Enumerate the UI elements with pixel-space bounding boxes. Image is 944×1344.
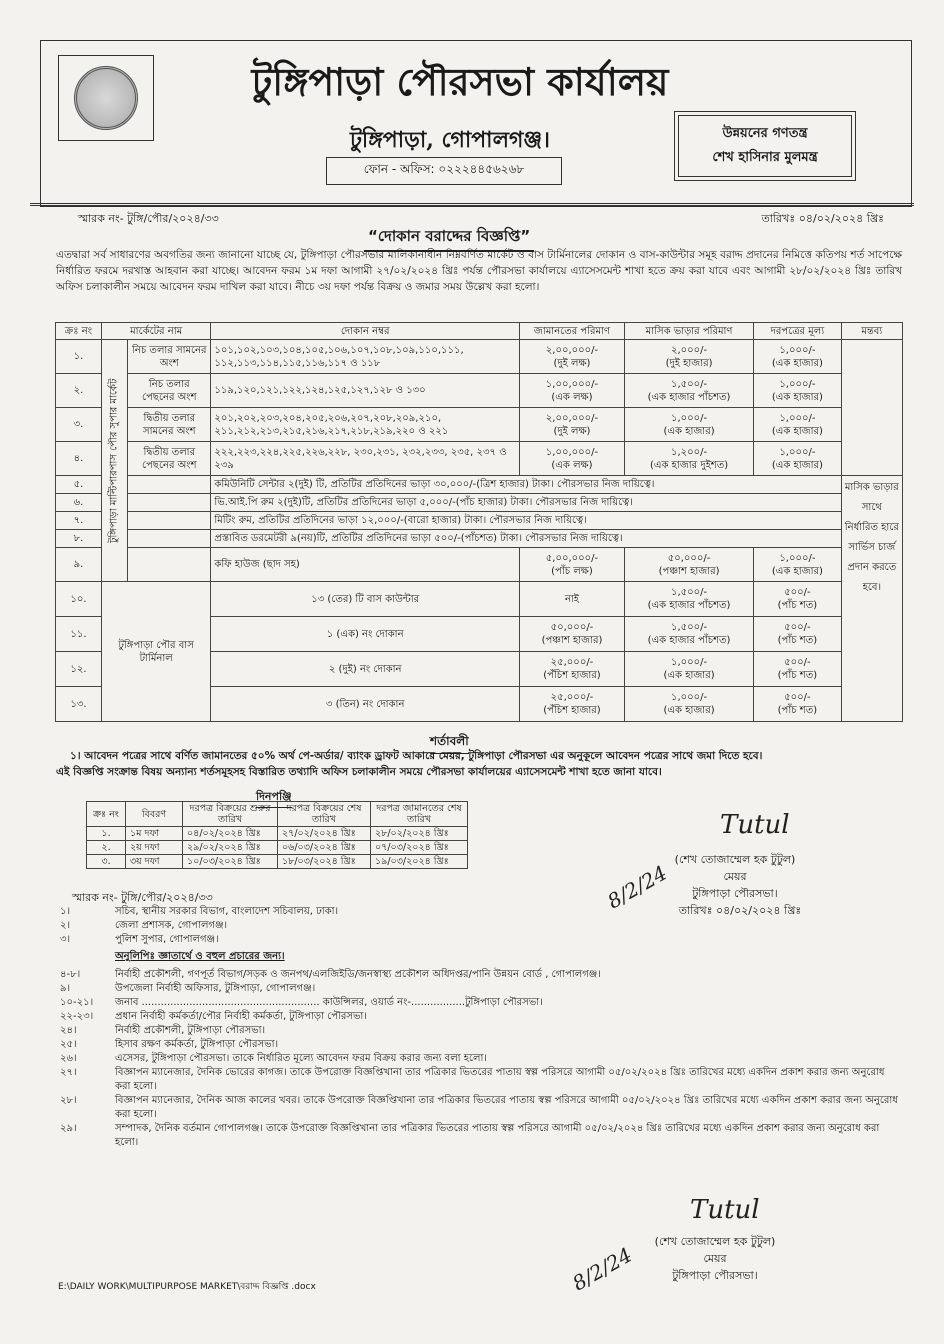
- mayor-designation-2: মেয়র: [703, 1252, 727, 1265]
- terms-title: শর্তাবলী: [430, 733, 469, 754]
- distribution-item: ২৪। নির্বাহী প্রকৌশলী, টুঙ্গিপাড়া পৌরসভা।: [60, 1025, 266, 1036]
- row-rent: ১,৫০০/- (এক হাজার পাঁচশত): [625, 374, 754, 408]
- copy-memo-ref: স্মারক নং- টুঙ্গি/পৌর/২০২৪/৩৩: [72, 891, 213, 904]
- sched-col-no: ক্রঃ নং: [87, 802, 126, 827]
- row-no: ৭.: [56, 512, 102, 530]
- notice-page: [30, 25, 914, 1325]
- table-row: [56, 442, 903, 476]
- mayor-signature-2: Tutul: [690, 1195, 760, 1225]
- row-deposit: নাই: [519, 582, 624, 617]
- table-row: [56, 582, 903, 617]
- schedule-table: [86, 801, 468, 869]
- row-rent: ১,০০০/- (এক হাজার): [625, 687, 754, 722]
- row-rent: ১,০০০/- (এক হাজার): [625, 408, 754, 442]
- row-part: নিচ তলার সামনের অংশ: [128, 340, 211, 374]
- row-part: [128, 548, 211, 582]
- distribution-item: ৩। পুলিশ সুপার, গোপালগঞ্জ।: [60, 934, 219, 945]
- row-shops: ৩ (তিন) নং দোকান: [211, 687, 520, 722]
- row-price: ১,০০০/- (এক হাজার): [754, 548, 842, 582]
- schedule-row: ২. ২য় দফা ২৯/০২/২০২৪ খ্রিঃ ০৬/০৩/২০২৪ খ্রিঃ ০৭/০৩/২০২৪ খ্রিঃ: [87, 841, 468, 855]
- row-part: [128, 512, 211, 530]
- distribution-group-1: [60, 905, 900, 947]
- schedule-title: দিনপঞ্জি: [256, 788, 292, 808]
- row-rent: ৫০,০০০/- (পঞ্চাশ হাজার): [625, 548, 754, 582]
- col-remark: মন্তব্য: [841, 323, 902, 340]
- row-rent: ১,০০০/- (এক হাজার): [625, 652, 754, 687]
- table-row: [56, 530, 903, 548]
- row-deposit: ৫,০০,০০০/- (পাঁচ লক্ষ): [519, 548, 624, 582]
- row-no: ১২.: [56, 652, 102, 687]
- row-no: ৯.: [56, 548, 102, 582]
- distribution-item: ২২-২৩। প্রধান নির্বাহী কর্মকর্তা/পৌর নির্বাহী কর্মকর্তা, টুঙ্গিপাড়া পৌরসভা।: [60, 1011, 367, 1022]
- schedule-row: ১. ১ম দফা ০৪/০২/২০২৪ খ্রিঃ ২৭/০২/২০২৪ খ্রিঃ ২৮/০২/২০২৪ খ্রিঃ: [87, 827, 468, 841]
- row-deposit: ২,০০,০০০/- (দুই লক্ষ): [519, 340, 624, 374]
- slogan-box: [678, 115, 852, 177]
- row-span-text: প্রস্তাবিত ডরমেটরী ৯(নয়)টি, প্রতিটির প্রতিদিনের ভাড়া ৫০০/-(পাঁচশত) টাকা। পৌরসভার নিজ দায়িত্বে।: [211, 530, 841, 548]
- row-shops: ২২২,২২৩,২২৪,২২৫,২২৬,২২৮, ২৩০,২৩১, ২৩২,২৩৩, ২৩৫, ২৩৭ ও ২৩৯: [211, 442, 520, 476]
- term-line-1: ১। আবেদন পত্রের সাথে বর্ণিত জামানতের ৫০% অর্থ পে-অর্ডার/ ব্যাংক ড্রাফট আকারে মেয়র, টুঙ্গিপাড়া পৌরসভা এর অনুকূলে আবেদন পত্রের সাথে জমা দিতে হবে।: [70, 750, 763, 762]
- file-path-footer: E:\DAILY WORK\MULTIPURPOSE MARKET\বরাদ্দ বিজ্ঞপ্তি .docx: [58, 1282, 316, 1292]
- distribution-item: ২৮। বিজ্ঞাপন ম্যানেজার, দৈনিক আজ কালের খবর। তাকে উপরোক্ত বিজ্ঞপ্তিখানা তার পত্রিকার ভিতরের পাতায় স্বল্প পরিসরে আগামী ০৫/০২/২০২৪ খ্রিঃ তারিখের মধ্যে একদিন প্রকাশ করার জন্য অনুরোধ করা হলো।: [60, 1095, 898, 1120]
- row-price: ৫০০/- (পাঁচ শত): [754, 617, 842, 652]
- row-price: ১,০০০/- (এক হাজার): [754, 442, 842, 476]
- office-title: টুঙ্গিপাড়া পৌরসভা কার্যালয়: [251, 59, 669, 104]
- sched-col-end: দরপত্র বিক্রয়ের শেষ তারিখ: [278, 802, 371, 827]
- initial-mark: 8/2/24: [603, 860, 672, 914]
- row-deposit: ১,০০,০০০/- (এক লক্ষ): [519, 374, 624, 408]
- distribution-group-2: [60, 968, 900, 1150]
- schedule-row: ৩. ৩য় দফা ১০/০৩/২০২৪ খ্রিঃ ১৮/০৩/২০২৪ খ্রিঃ ১৯/০৩/২০২৪ খ্রিঃ: [87, 855, 468, 869]
- row-shops: ১১৯,১২০,১২১,১২২,১২৪,১২৫,১২৭,১২৮ ও ১৩০: [211, 374, 520, 408]
- distribution-list: [60, 905, 900, 1150]
- row-part: [128, 476, 211, 494]
- row-span-text: মিটিং রুম, প্রতিটির প্রতিদিনের ভাড়া ১২,০০০/-(বারো হাজার) টাকা। পৌরসভার নিজ দায়িত্বে।: [211, 512, 841, 530]
- table-row: [56, 408, 903, 442]
- row-span-text: কমিউনিটি সেন্টার ২(দুই) টি, প্রতিটির প্রতিদিনের ভাড়া ৩০,০০০/-(ত্রিশ হাজার) টাকা। পৌরসভার নিজ দায়িত্বে।: [211, 476, 841, 494]
- row-rent: ১,৫০০/- (এক হাজার পাঁচশত): [625, 617, 754, 652]
- office-phone: ফোন - অফিস: ০২২২৪৪৫৬২৬৮: [326, 157, 562, 185]
- row-price: ৫০০/- (পাঁচ শত): [754, 582, 842, 617]
- table-row: [56, 476, 903, 494]
- mayor-office-2: টুঙ্গিপাড়া পৌরসভা।: [672, 1269, 758, 1282]
- copy-heading: অনুলিপিঃ জ্ঞাতার্থে ও বহুল প্রচারের জন্য।: [115, 951, 285, 962]
- row-no: ১১.: [56, 617, 102, 652]
- mayor-name: (শেখ তোজাম্মেল হক টুটুল): [674, 853, 796, 866]
- row-shops: কফি হাউজ (ছাদ সহ): [211, 548, 520, 582]
- mayor-signature: Tutul: [720, 810, 790, 840]
- terminal-group-label: টুঙ্গিপাড়া পৌর বাস টার্মিনাল: [101, 582, 210, 722]
- row-part: [128, 494, 211, 512]
- row-deposit: ১,০০,০০০/- (এক লক্ষ): [519, 442, 624, 476]
- row-no: ১.: [56, 340, 102, 374]
- distribution-item: ২৬। এসেসর, টুঙ্গিপাড়া পৌরসভা। তাকে নির্ধারিত মূল্যে আবেদন ফরম বিক্রয় করার জন্য বলা হলো।: [60, 1053, 487, 1064]
- row-no: ১৩.: [56, 687, 102, 722]
- row-part: দ্বিতীয় তলার পেছনের অংশ: [128, 442, 211, 476]
- row-remark-top: [841, 340, 902, 476]
- memo-ref: স্মারক নং- টুঙ্গি/পৌর/২০২৪/৩৩: [78, 212, 219, 225]
- col-deposit: জামানতের পরিমাণ: [519, 323, 624, 340]
- signature-date: তারিখঃ ০৪/০২/২০২৪ খ্রিঃ: [678, 904, 802, 917]
- sched-col-start: দরপত্র বিক্রয়ের শুরুর তারিখ: [183, 802, 278, 827]
- row-deposit: ২,০০,০০০/- (দুই লক্ষ): [519, 408, 624, 442]
- office-location: টুঙ্গিপাড়া, গোপালগঞ্জ।: [349, 127, 551, 153]
- sched-col-deposit: দরপত্র জামানতের শেষ তারিখ: [371, 802, 468, 827]
- table-row: [56, 548, 903, 582]
- distribution-item: ৯। উপজেলা নির্বাহী অফিসার, টুঙ্গিপাড়া, গোপালগঞ্জ।: [60, 983, 316, 994]
- row-no: ৫.: [56, 476, 102, 494]
- table-row: [56, 374, 903, 408]
- distribution-item: ৪-৮। নির্বাহী প্রকৌশলী, গণপূর্ত বিভাগ/সড়ক ও জনপথ/এলজিইডি/জনস্বাস্থ্য প্রকৌশল অধিদপ্তর/পানি উন্নয়ন বোর্ড , গোপালগঞ্জ।: [60, 969, 601, 980]
- header-divider: [30, 203, 914, 206]
- row-price: ৫০০/- (পাঁচ শত): [754, 687, 842, 722]
- row-no: ৬.: [56, 494, 102, 512]
- term-line-2: এই বিজ্ঞপ্তি সংক্রান্ত বিষয় অন্যান্য শর্তসমূহসহ বিস্তারিত তথ্যাদি অফিস চলাকালীন সময়ে পৌরসভা কার্যালয়ের এ্যাসেসমেন্ট শাখা হতে জানা যাবে।: [56, 766, 662, 778]
- table-header-row: [56, 323, 903, 340]
- distribution-item: ২৯। সম্পাদক, দৈনিক বর্তমান গোপালগঞ্জ। তাকে উপরোক্ত বিজ্ঞপ্তিখানা তার পত্রিকার ভিতরের পাতায় স্বল্প পরিসরে আগামী ০৫/০২/২০২৪ খ্রিঃ তারিখের মধ্যে একদিন প্রকাশ করার জন্য অনুরোধ করা হলো।: [60, 1123, 880, 1148]
- distribution-item: ২৭। বিজ্ঞাপন ম্যানেজার, দৈনিক ভোরের কাগজ। তাকে উপরোক্ত বিজ্ঞপ্তিখানা তার পত্রিকার ভিতরের পাতায় স্বল্প পরিসরে আগামী ০৫/০২/২০২৪ খ্রিঃ তারিখের মধ্যে একদিন প্রকাশ করার জন্য অনুরোধ করা হলো।: [60, 1067, 885, 1092]
- seal-icon: [74, 66, 138, 130]
- sched-col-desc: বিবরণ: [126, 802, 183, 827]
- table-row: [56, 340, 903, 374]
- row-rent: ২,০০০/- (দুই হাজার): [625, 340, 754, 374]
- col-shop-no: দোকান নম্বর: [211, 323, 520, 340]
- row-no: ৪.: [56, 442, 102, 476]
- schedule-header-row: [87, 802, 468, 827]
- col-serial: ক্রঃ নং: [56, 323, 102, 340]
- notice-title: “দোকান বরাদ্দের বিজ্ঞপ্তি”: [364, 225, 534, 252]
- row-no: ১০.: [56, 582, 102, 617]
- row-price: ৫০০/- (পাঁচ শত): [754, 652, 842, 687]
- intro-paragraph: এতদ্বারা সর্ব সাধারণের অবগতির জন্য জানানো যাচ্ছে যে, টুঙ্গিপাড়া পৌরসভার মালিকানাধীন নিম্নবর্ণিত মার্কেট ও বাস টার্মিনালের দোকান ও বাস-কাউন্টার সমূহ বরাদ্দ প্রদানের নিমিত্তে কতিপয় শর্ত সাপেক্ষে নির্ধারিত ফরমে দরখাস্ত আহবান করা যাচ্ছে। আবেদন ফরম ১ম দফা আগামী ২৭/০২/২০২৪ খ্রিঃ পর্যন্ত পৌরসভা কার্যালয়ে এ্যাসেসমেন্ট শাখা হতে ক্রয় করা যাবে এবং আগামী ২৮/০২/২০২৪ খ্রিঃ তারিখ অফিস চলাকালীন সময়ে আবেদন ফরম দাখিল করা যাবে। নীচে ৩য় দফা পর্যন্ত বিক্রয় ও জমার সময় উল্লেখ করা হলো।: [56, 249, 902, 293]
- allocation-table: [55, 322, 903, 722]
- distribution-item: ১০-২১। জনাব ........................................................ কাউন্সিলর, ওয়ার্ড নং-.................টুঙ্গিপাড়া পৌরসভা।: [60, 997, 543, 1008]
- row-shops: ১ (এক) নং দোকান: [211, 617, 520, 652]
- row-shops: ১৩ (তের) টি বাস কাউন্টার: [211, 582, 520, 617]
- memo-date: তারিখঃ ০৪/০২/২০২৪ খ্রিঃ: [761, 212, 884, 225]
- slogan-line-1: উন্নয়নের গণতন্ত্র: [722, 126, 808, 141]
- mayor-office: টুঙ্গিপাড়া পৌরসভা।: [692, 887, 778, 900]
- row-price: ১,০০০/- (এক হাজার): [754, 374, 842, 408]
- remark-cell: মাসিক ভাড়ার সাথে নির্ধারিত হারে সার্ভিস চার্জ প্রদান করতে হবে।: [841, 476, 902, 722]
- table-row: [56, 494, 903, 512]
- row-shops: ২ (দুই) নং দোকান: [211, 652, 520, 687]
- row-deposit: ২৫,০০০/- (পঁচিশ হাজার): [519, 687, 624, 722]
- col-price: দরপত্রের মূল্য: [754, 323, 842, 340]
- distribution-item: ২। জেলা প্রশাসক, গোপালগঞ্জ।: [60, 920, 228, 931]
- row-deposit: ৫০,০০০/- (পঞ্চাশ হাজার): [519, 617, 624, 652]
- row-price: ১,০০০/- (এক হাজার): [754, 340, 842, 374]
- market-group-label: টুঙ্গিপাড়া মাল্টিপারপাস পৌর সুপার মার্কেট: [101, 340, 127, 582]
- distribution-item: ১। সচিব, স্থানীয় সরকার বিভাগ, বাংলাদেশ সচিবালয়, ঢাকা।: [60, 906, 339, 917]
- row-price: ১,০০০/- (এক হাজার): [754, 408, 842, 442]
- row-shops: ২০১,২০২,২০৩,২০৪,২০৫,২০৬,২০৭,২০৮,২০৯,২১০, ২১১,২১২,২১৩,২১৫,২১৬,২১৭,২১৮,২১৯,২২০ ও ২২১: [211, 408, 520, 442]
- municipality-logo: [58, 55, 154, 141]
- table-row: [56, 512, 903, 530]
- col-rent: মাসিক ভাড়ার পরিমাণ: [625, 323, 754, 340]
- row-no: ২.: [56, 374, 102, 408]
- row-no: ৮.: [56, 530, 102, 548]
- row-deposit: ২৫,০০০/- (পঁচিশ হাজার): [519, 652, 624, 687]
- row-part: [128, 530, 211, 548]
- row-span-text: ভি.আই.পি রুম ২(দুই)টি, প্রতিটির প্রতিদিনের ভাড়া ৫,০০০/-(পাঁচ হাজার) টাকা। পৌরসভার নিজ দায়িত্বে।: [211, 494, 841, 512]
- slogan-line-2: শেখ হাসিনার মুলমন্ত্র: [712, 150, 818, 165]
- row-no: ৩.: [56, 408, 102, 442]
- mayor-name-2: (শেখ তোজাম্মেল হক টুটুল): [654, 1235, 776, 1248]
- distribution-item: ২৫। হিসাব রক্ষণ কর্মকর্তা, টুঙ্গিপাড়া পৌরসভা।: [60, 1039, 279, 1050]
- col-market: মার্কেটের নাম: [101, 323, 210, 340]
- row-part: নিচ তলার পেছনের অংশ: [128, 374, 211, 408]
- row-rent: ১,২০০/- (এক হাজার দুইশত): [625, 442, 754, 476]
- row-part: দ্বিতীয় তলার সামনের অংশ: [128, 408, 211, 442]
- mayor-designation: মেয়র: [723, 870, 747, 883]
- initial-mark-2: 8/2/24: [568, 1242, 637, 1296]
- row-rent: ১,৫০০/- (এক হাজার পাঁচশত): [625, 582, 754, 617]
- row-shops: ১০১,১০২,১০৩,১০৪,১০৫,১০৬,১০৭,১০৮,১০৯,১১০,১১১, ১১২,১১৩,১১৪,১১৫,১১৬,১১৭ ও ১১৮: [211, 340, 520, 374]
